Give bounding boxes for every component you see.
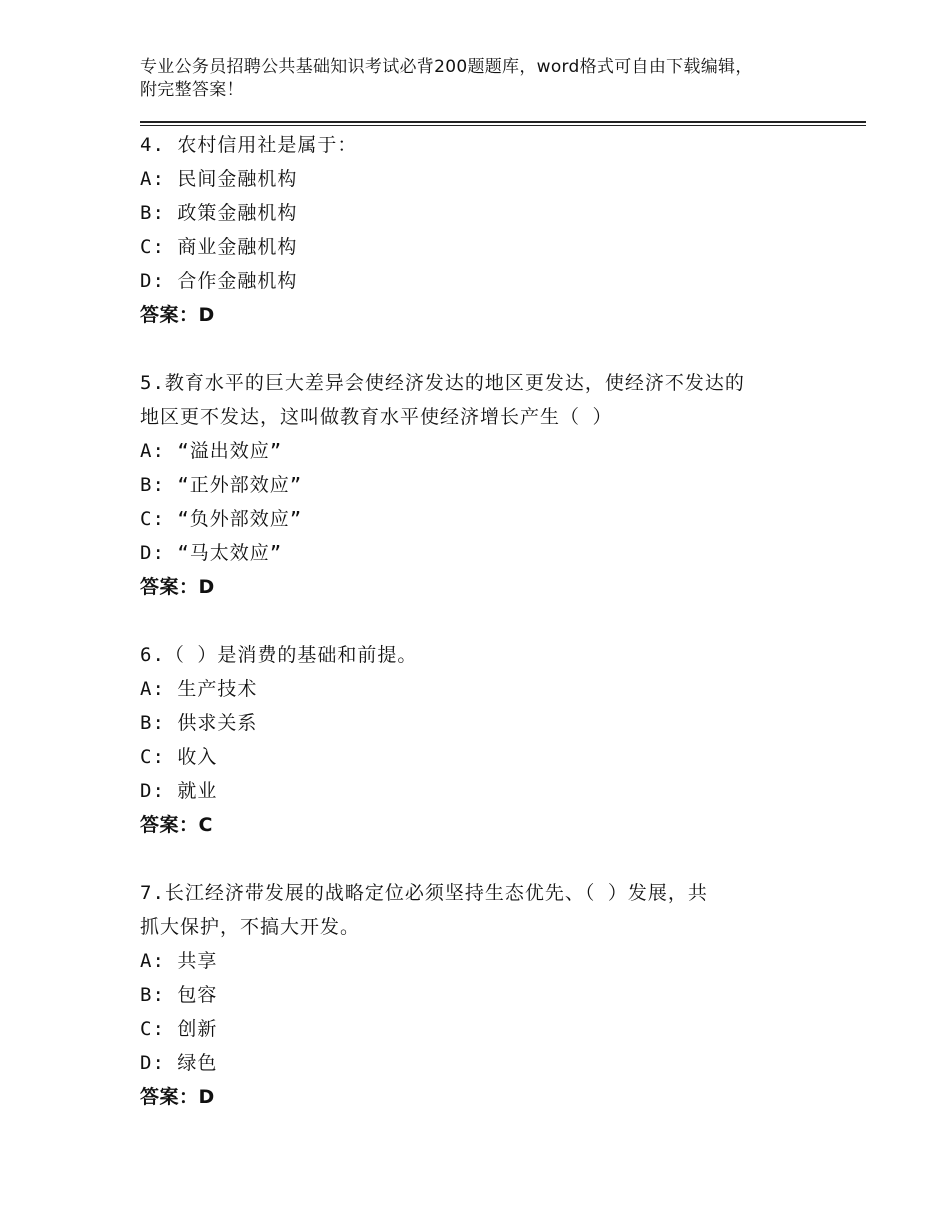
option-b: B: 政策金融机构 bbox=[140, 202, 298, 224]
header-divider-bottom bbox=[140, 125, 866, 126]
answer-label: 答案：D bbox=[140, 1086, 215, 1108]
question-stem-line-1: 5.教育水平的巨大差异会使经济发达的地区更发达，使经济不发达的 bbox=[140, 372, 745, 394]
header-divider-top bbox=[140, 121, 866, 123]
option-c: C: 创新 bbox=[140, 1018, 218, 1040]
option-a: A: 生产技术 bbox=[140, 678, 258, 700]
option-a: A: 共享 bbox=[140, 950, 218, 972]
question-list bbox=[140, 128, 820, 1114]
question-stem: 4. 农村信用社是属于： bbox=[140, 134, 358, 156]
answer-label: 答案：D bbox=[140, 304, 215, 326]
question-stem: 6.（ ）是消费的基础和前提。 bbox=[140, 644, 418, 666]
option-c: C: 商业金融机构 bbox=[140, 236, 298, 258]
question-5 bbox=[140, 366, 820, 604]
question-4 bbox=[140, 128, 820, 332]
question-6 bbox=[140, 638, 820, 842]
option-b: B: 包容 bbox=[140, 984, 218, 1006]
question-stem-line-2: 地区更不发达，这叫做教育水平使经济增长产生（ ） bbox=[140, 406, 613, 428]
option-d: D: 合作金融机构 bbox=[140, 270, 298, 292]
header-line-2: 附完整答案！ bbox=[140, 80, 244, 100]
option-b: B: “正外部效应” bbox=[140, 474, 303, 496]
option-a: A: “溢出效应” bbox=[140, 440, 283, 462]
answer-label: 答案：C bbox=[140, 814, 213, 836]
option-a: A: 民间金融机构 bbox=[140, 168, 298, 190]
option-d: D: “马太效应” bbox=[140, 542, 283, 564]
document-header bbox=[140, 56, 820, 102]
header-line-1: 专业公务员招聘公共基础知识考试必背200题题库，word格式可自由下载编辑， bbox=[140, 57, 753, 77]
option-c: C: “负外部效应” bbox=[140, 508, 303, 530]
option-d: D: 就业 bbox=[140, 780, 218, 802]
option-d: D: 绿色 bbox=[140, 1052, 218, 1074]
option-b: B: 供求关系 bbox=[140, 712, 258, 734]
answer-label: 答案：D bbox=[140, 576, 215, 598]
option-c: C: 收入 bbox=[140, 746, 218, 768]
question-7 bbox=[140, 876, 820, 1114]
question-stem-line-2: 抓大保护，不搞大开发。 bbox=[140, 916, 361, 938]
question-stem-line-1: 7.长江经济带发展的战略定位必须坚持生态优先、（ ）发展，共 bbox=[140, 882, 708, 904]
